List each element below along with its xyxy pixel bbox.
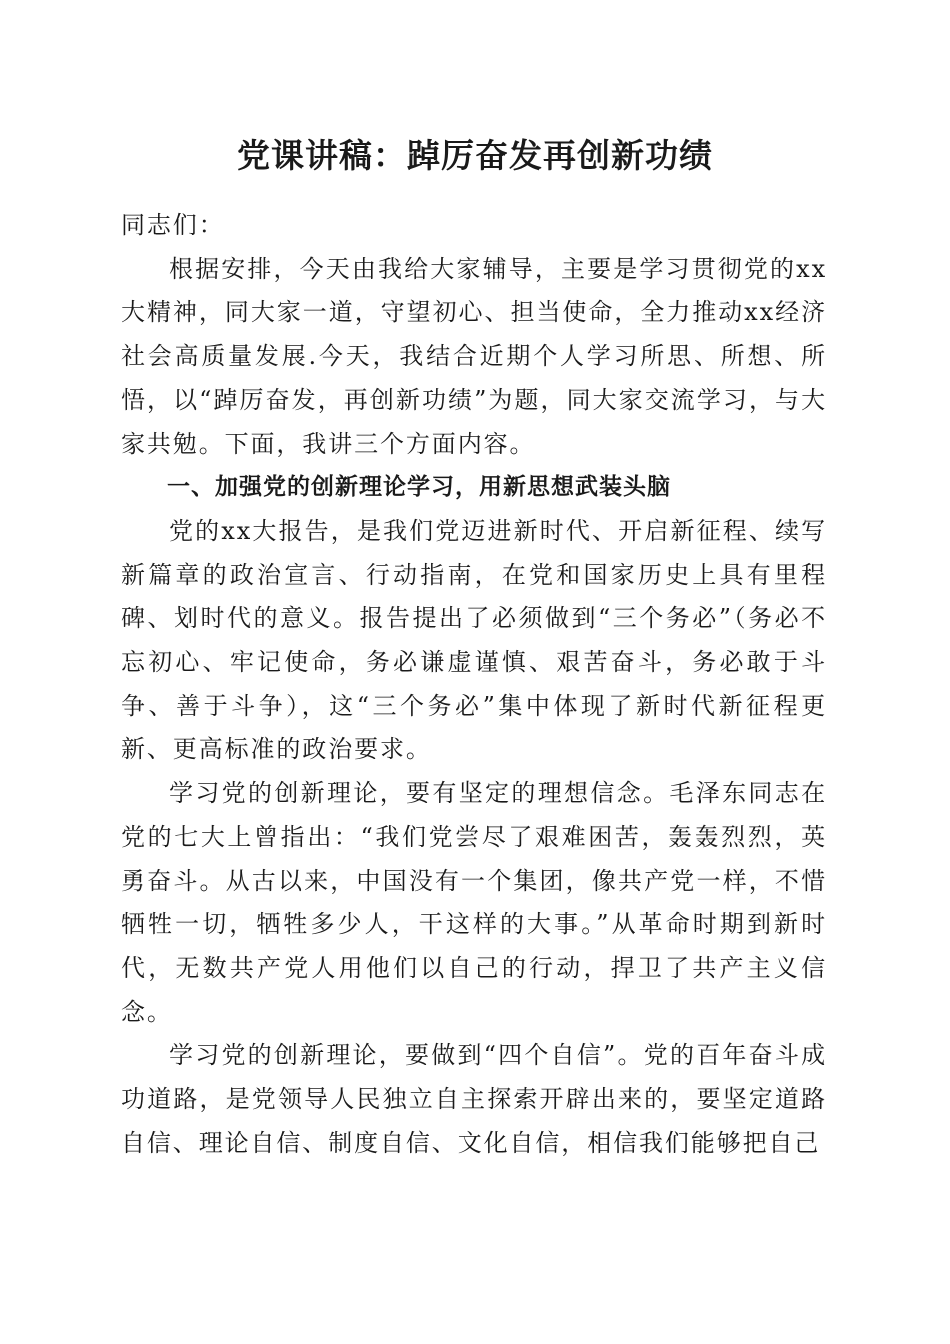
intro-paragraph: 根据安排，今天由我给大家辅导，主要是学习贯彻党的xx大精神，同大家一道，守望初心、担当使命，全力推动xx经济社会高质量发展.今天，我结合近期个人学习所思、所想、所悟，以“踔厉奋发，再创新功绩”为题，同大家交流学习，与大家共勉。下面，我讲三个方面内容。 — [121, 254, 827, 458]
section-heading: 一、加强党的创新理论学习，用新思想武装头脑 — [167, 474, 671, 501]
body-paragraph: 党的xx大报告，是我们党迈进新时代、开启新征程、续写新篇章的政治宣言、行动指南，在党和国家历史上具有里程碑、划时代的意义。报告提出了必须做到“三个务必”（务必不忘初心、牢记使命，务必谦虚谨慎、艰苦奋斗，务必敢于斗争、善于斗争），这“三个务必”集中体现了新时代新征程更新、更高标准的政治要求。 — [121, 516, 827, 764]
body-paragraph: 学习党的创新理论，要有坚定的理想信念。毛泽东同志在党的七大上曾指出：“我们党尝尽了艰难困苦，轰轰烈烈，英勇奋斗。从古以来，中国没有一个集团，像共产党一样，不惜牺牲一切，牺牲多少人，干这样的大事。”从革命时期到新时代，无数共产党人用他们以自己的行动，捍卫了共产主义信念。 — [121, 779, 827, 1026]
body-paragraph: 学习党的创新理论，要做到“四个自信”。党的百年奋斗成功道路，是党领导人民独立自主探索开辟出来的，要坚定道路自信、理论自信、制度自信、文化自信，相信我们能够把自己 — [121, 1041, 827, 1157]
document-title: 党课讲稿：踔厉奋发再创新功绩 — [237, 136, 713, 175]
salutation: 同志们： — [121, 211, 225, 239]
document-body — [121, 204, 827, 1165]
